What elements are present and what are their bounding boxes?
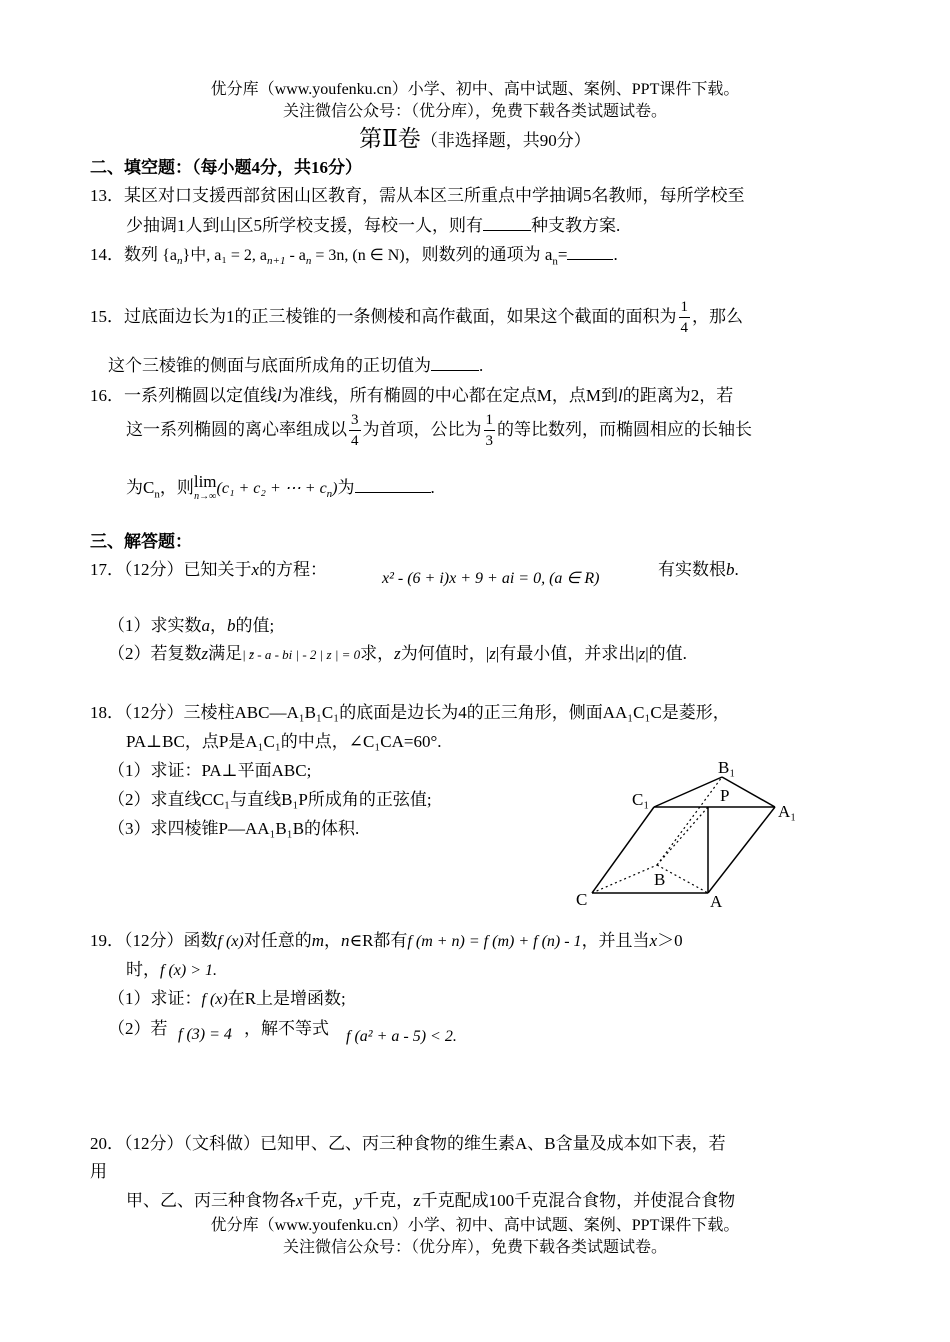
part-title-main: 第Ⅱ卷 <box>359 126 421 151</box>
q16-fraction-first-term: $\frac{3}{4}$ <box>351 412 359 449</box>
q17-part-2: （2）若复数z满足| z̄ - a - bi | - 2 | z | = 0求，z为何值时，|z|有最小值，并求出|z|的值. <box>108 644 687 663</box>
q17-part-1: （1）求实数a，b的值; <box>108 616 275 635</box>
label-C: C <box>576 890 588 909</box>
q16-line-1: 16．一系列椭圆以定值线l为准线，所有椭圆的中心都在定点M，点M到l的距离为2，若 <box>90 386 734 405</box>
q15-line-2: 这个三棱锥的侧面与底面所成角的正切值为 . <box>108 356 484 375</box>
q20-line-1: 20．（12分）（文科做）已知甲、乙、丙三种食物的维生素A、B含量及成本如下表，若 <box>90 1134 726 1153</box>
q15-answer-blank <box>431 356 479 371</box>
q15-line-1 <box>90 300 743 336</box>
label-C1: C₁ <box>632 790 650 809</box>
label-B1: B₁ <box>718 758 736 777</box>
q20-line-3: 甲、乙、丙三种食物各x千克，y千克，z千克配成100千克混合食物，并使混合食物 <box>126 1191 736 1210</box>
q14-formula: $\{a_n\}$中, a₁ = 2, $a_{n+1} - a_n = 3n$, (n ∈ N) <box>162 247 405 268</box>
q18-part-1: （1）求证：PA⊥平面ABC; <box>108 761 312 780</box>
q13-text-b: 种支教方案. <box>531 216 621 235</box>
label-A1: A₁ <box>778 802 797 821</box>
q19-part-1: （1）求证：f (x)在R上是增函数; <box>108 989 346 1008</box>
q16-answer-blank <box>355 478 431 493</box>
q17-modulus-equation: | z̄ - a - bi | - 2 | z | = 0 <box>242 647 361 662</box>
label-P: P <box>720 786 730 805</box>
q18-line-1: 18．（12分）三棱柱ABC—A₁B₁C₁的底面是边长为4的正三角形，侧面AA₁C₁C是菱形， <box>90 703 730 722</box>
footer-line-1: 优分库（www.youfenku.cn）小学、初中、高中试题、案例、PPT课件下载。 <box>210 1217 740 1234</box>
section-solve-title: 三、解答题： <box>90 532 192 551</box>
q19-part-2-mid: ，解不等式 <box>244 1019 329 1038</box>
q15-text-a: 15．过底面边长为1的正三棱锥的一条侧棱和高作截面，如果这个截面的面积为 <box>90 306 677 326</box>
q17-line-1-end: 有实数根b. <box>658 560 739 579</box>
q16-fraction-ratio: $\frac{1}{3}$ <box>485 412 493 449</box>
hidden-edge-BB1 <box>657 777 722 865</box>
q19-line-1: 19．（12分）函数f (x)对任意的m，n∈R都有f (m + n) = f (m) + f (n) - 1，并且当x＞0 <box>90 931 683 950</box>
q18-part-3: （3）求四棱锥P—AA₁B₁B的体积. <box>108 819 360 838</box>
q19-line-2: 时，f (x) > 1. <box>126 960 217 979</box>
footer-line-2: 关注微信公众号：（优分库），免费下载各类试题试卷。 <box>282 1239 667 1256</box>
edge-CC1 <box>592 807 654 893</box>
q13-text-a: 少抽调1人到山区5所学校支援，每校一人，则有 <box>126 216 483 235</box>
q15-text-b: ，那么 <box>692 306 743 326</box>
q16-limit: lim n→∞ <box>193 472 217 502</box>
q20-line-2: 用 <box>90 1162 107 1181</box>
part-title-sub: （非选择题，共90分） <box>420 131 591 150</box>
q19-inequality: f (a² + a - 5) < 2. <box>346 1028 457 1045</box>
header-line-2: 关注微信公众号：（优分库），免费下载各类试题试卷。 <box>282 103 667 120</box>
q13-line-2 <box>126 211 620 236</box>
hidden-segment-BP <box>657 807 708 865</box>
q18-line-2: PA⊥BC，点P是A₁C₁的中点，∠C₁CA=60°. <box>126 732 442 751</box>
header-line-1: 优分库（www.youfenku.cn）小学、初中、高中试题、案例、PPT课件下载。 <box>210 81 740 98</box>
q19-functional-equation: f (m + n) = f (m) + f (n) - 1 <box>407 933 582 950</box>
q16-line-3: 为$C_n$，则 lim n→∞ (c₁ + c₂ + ⋯ + $c_n$)为 . <box>126 472 435 502</box>
section-fill-in-title: 二、填空题：（每小题4分，共16分） <box>90 158 362 177</box>
part-title <box>0 120 950 153</box>
q13-answer-blank <box>483 216 531 231</box>
q17-equation: x² - (6 + i)x + 9 + ai = 0, (a ∈ R) <box>382 570 600 587</box>
q19-condition: f (3) = 4 <box>178 1026 232 1043</box>
label-B: B <box>654 870 666 889</box>
q14-line: 14．数列 $\{a_n\}$中, a₁ = 2, $a_{n+1} - a_n = 3n$, (n ∈ N)，则数列的通项为 $a_n=$ . <box>90 245 618 268</box>
edge-B1A1 <box>722 777 775 807</box>
q13-line-1: 13．某区对口支援西部贫困山区教育，需从本区三所重点中学抽调5名教师，每所学校至 <box>90 186 745 205</box>
q18-part-2: （2）求直线CC₁与直线B₁P所成角的正弦值; <box>108 790 432 809</box>
q14-suffix: ，则数列的通项为 a <box>404 245 553 264</box>
q15-fraction: $\frac{1}{4}$ <box>680 299 688 336</box>
edge-AA1 <box>708 807 775 893</box>
label-A: A <box>710 892 723 911</box>
q14-answer-blank <box>567 245 613 260</box>
q17-line-1: 17．（12分）已知关于x的方程： <box>90 560 328 579</box>
q16-line-2: 这一系列椭圆的离心率组成以 $\frac{3}{4}$ 为首项，公比为 $\frac{1}{3}$ 的等比数列，而椭圆相应的长轴长 <box>126 412 752 449</box>
q16-sum-expr: (c₁ + c₂ + ⋯ + $c_n$) <box>216 480 338 501</box>
q14-prefix: 14．数列 <box>90 245 158 264</box>
prism-figure <box>570 755 810 915</box>
q19-part-2: （2）若 <box>108 1019 168 1038</box>
edge-C1B1 <box>654 777 722 807</box>
